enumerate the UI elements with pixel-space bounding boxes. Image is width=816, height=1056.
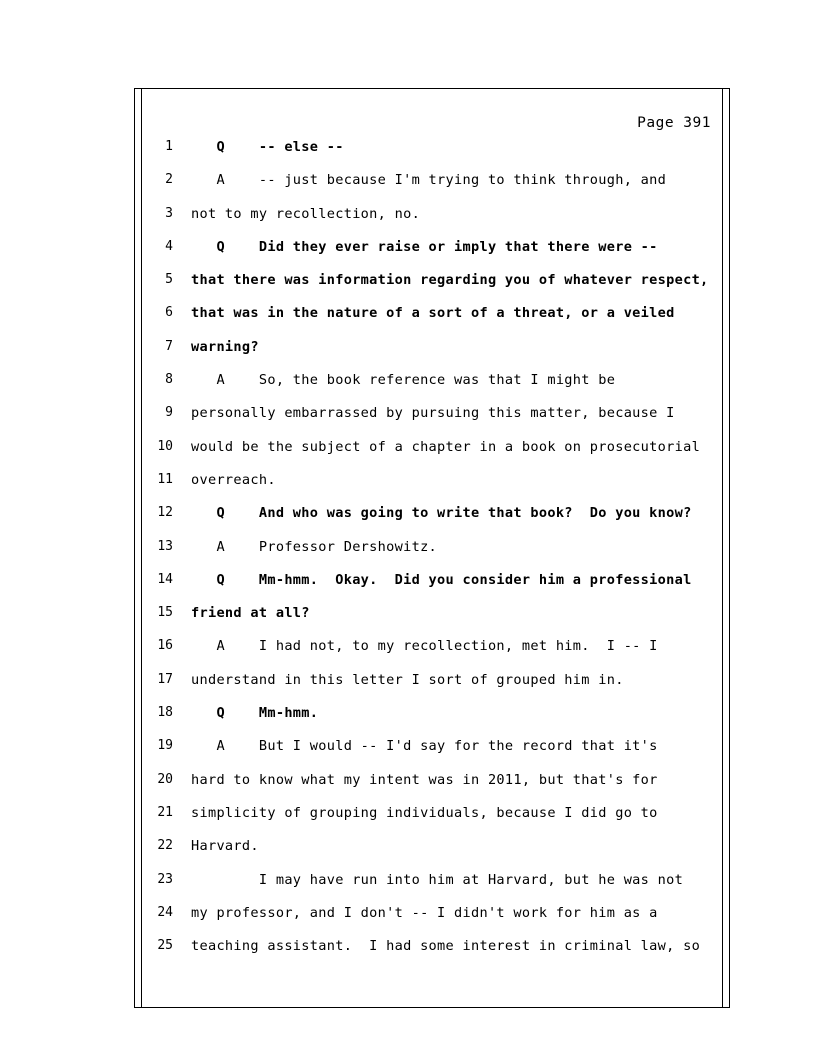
line-text: warning? <box>191 338 259 355</box>
line-text: Q Did they ever raise or imply that there were -- <box>191 238 658 255</box>
transcript-line <box>135 305 729 338</box>
transcript-line <box>135 905 729 938</box>
line-text: understand in this letter I sort of grouped him in. <box>191 671 624 688</box>
line-text: A But I would -- I'd say for the record that it's <box>191 738 658 755</box>
line-text: personally embarrassed by pursuing this matter, because I <box>191 405 675 422</box>
transcript-line <box>135 872 729 905</box>
line-number: 14 <box>157 571 173 587</box>
transcript-line <box>135 805 729 838</box>
line-text: Q Mm-hmm. Okay. Did you consider him a professional <box>191 571 692 588</box>
line-number: 9 <box>165 405 173 421</box>
line-text: Q -- else -- <box>191 139 344 155</box>
line-number: 22 <box>157 838 173 854</box>
line-text: A -- just because I'm trying to think through, and <box>191 172 667 189</box>
line-number: 7 <box>165 338 173 354</box>
transcript-line <box>135 738 729 771</box>
transcript-frame <box>134 88 730 1008</box>
line-number: 21 <box>157 804 173 820</box>
transcript-line <box>135 605 729 638</box>
line-text: that was in the nature of a sort of a threat, or a veiled <box>191 305 675 322</box>
line-text: A Professor Dershowitz. <box>191 538 438 555</box>
transcript-line <box>135 938 729 971</box>
line-text: not to my recollection, no. <box>191 205 421 222</box>
line-number: 20 <box>157 771 173 787</box>
line-text: simplicity of grouping individuals, because I did go to <box>191 804 658 821</box>
transcript-line <box>135 539 729 572</box>
transcript-line <box>135 439 729 472</box>
line-number: 2 <box>165 172 173 188</box>
line-number: 10 <box>157 438 173 454</box>
line-text: overreach. <box>191 471 276 488</box>
line-text: Harvard. <box>191 838 259 855</box>
transcript-line <box>135 672 729 705</box>
line-text: Q And who was going to write that book? Do you know? <box>191 505 692 522</box>
transcript-line <box>135 372 729 405</box>
line-text: A I had not, to my recollection, met him. I -- I <box>191 638 658 655</box>
line-text: would be the subject of a chapter in a book on prosecutorial <box>191 438 701 455</box>
line-text: I may have run into him at Harvard, but he was not <box>191 871 684 888</box>
transcript-line <box>135 572 729 605</box>
page-number-label: Page 391 <box>637 115 711 131</box>
line-number: 17 <box>157 671 173 687</box>
transcript-line <box>135 838 729 871</box>
transcript-line <box>135 339 729 372</box>
line-number: 1 <box>165 139 173 154</box>
line-number: 25 <box>157 938 173 954</box>
line-number: 16 <box>157 638 173 654</box>
transcript-line <box>135 472 729 505</box>
transcript-line <box>135 172 729 205</box>
line-text: A So, the book reference was that I might be <box>191 372 616 389</box>
line-text: teaching assistant. I had some interest in criminal law, so <box>191 938 701 955</box>
line-text: friend at all? <box>191 605 310 622</box>
transcript-line <box>135 772 729 805</box>
line-number: 11 <box>157 471 173 487</box>
transcript-line <box>135 705 729 738</box>
transcript-line <box>135 505 729 538</box>
line-number: 15 <box>157 605 173 621</box>
transcript-line <box>135 139 729 172</box>
transcript-lines <box>135 139 729 971</box>
line-text: my professor, and I don't -- I didn't work for him as a <box>191 904 658 921</box>
line-text: Q Mm-hmm. <box>191 705 319 722</box>
line-number: 5 <box>165 272 173 288</box>
line-text: that there was information regarding you of whatever respect, <box>191 272 709 289</box>
line-number: 8 <box>165 372 173 388</box>
line-number: 12 <box>157 505 173 521</box>
line-number: 6 <box>165 305 173 321</box>
transcript-line <box>135 206 729 239</box>
line-number: 18 <box>157 705 173 721</box>
line-number: 24 <box>157 904 173 920</box>
line-number: 23 <box>157 871 173 887</box>
line-text: hard to know what my intent was in 2011, but that's for <box>191 771 658 788</box>
line-number: 3 <box>165 205 173 221</box>
line-number: 13 <box>157 538 173 554</box>
transcript-line <box>135 239 729 272</box>
transcript-line <box>135 405 729 438</box>
transcript-line <box>135 638 729 671</box>
line-number: 4 <box>165 238 173 254</box>
transcript-line <box>135 272 729 305</box>
line-number: 19 <box>157 738 173 754</box>
